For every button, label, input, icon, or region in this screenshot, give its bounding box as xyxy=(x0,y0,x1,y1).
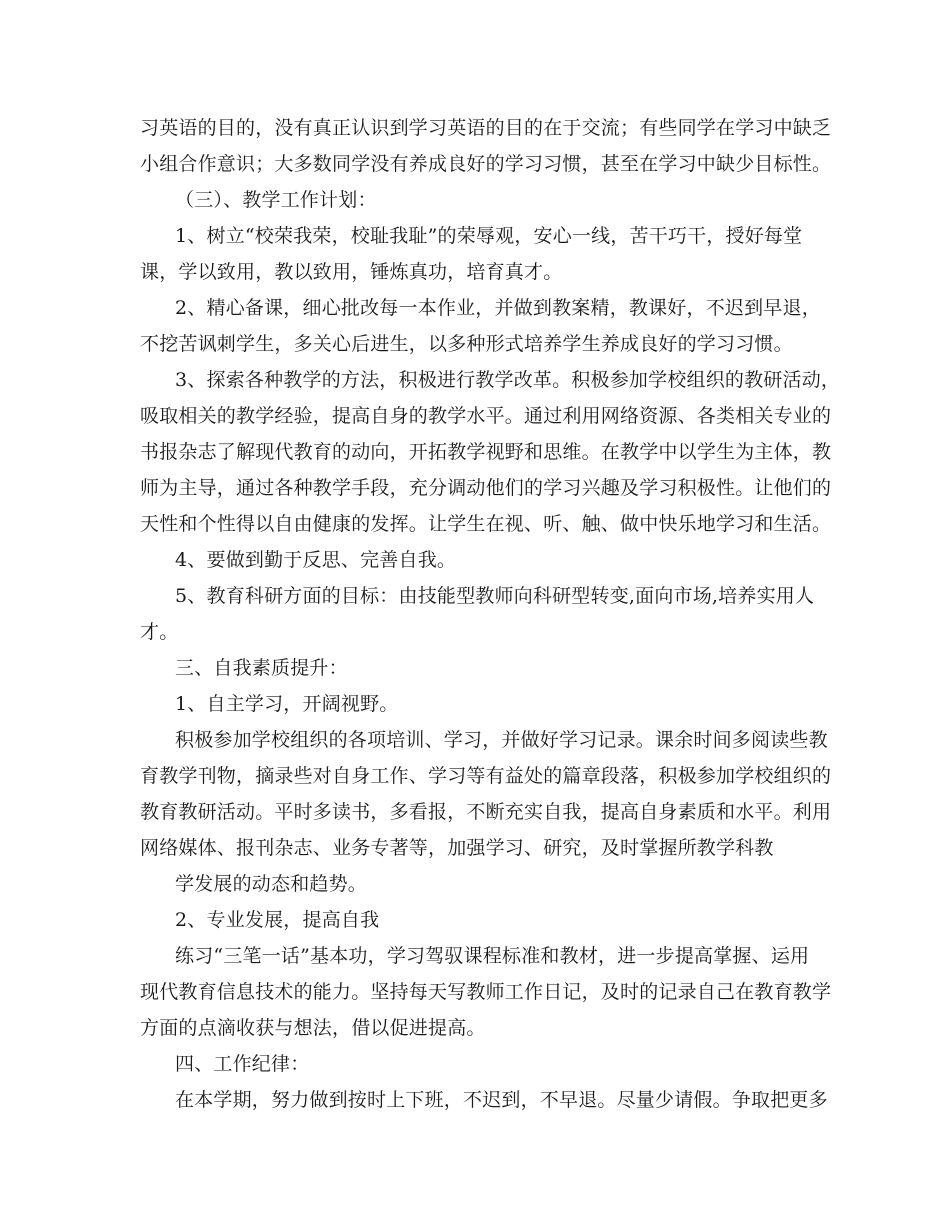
text-line: 现代教育信息技术的能力。坚持每天写教师工作日记，及时的记录自己在教育教学 xyxy=(140,981,832,1003)
subsection-heading: 2、专业发展，提高自我 xyxy=(175,909,380,931)
text-line: 网络媒体、报刊杂志、业务专著等，加强学习、研究，及时掌握所教学科教 xyxy=(140,837,774,859)
section-heading: 四、工作纪律： xyxy=(175,1053,310,1075)
subsection-heading: 1、自主学习，开阔视野。 xyxy=(175,693,399,715)
text-line: 5、教育科研方面的目标：由技能型教师向科研型转变,面向市场,培养实用人 xyxy=(175,585,815,607)
text-line: 教育教研活动。平时多读书，多看报，不断充实自我，提高自身素质和水平。利用 xyxy=(140,801,832,823)
text-line: 才。 xyxy=(140,621,179,643)
text-line: 天性和个性得以自由健康的发挥。让学生在视、听、触、做中快乐地学习和生活。 xyxy=(140,513,832,535)
text-line: 学发展的动态和趋势。 xyxy=(175,873,368,895)
text-line: 课，学以致用，教以致用，锤炼真功，培育真才。 xyxy=(140,261,563,283)
text-line: 小组合作意识；大多数同学没有养成良好的学习习惯，甚至在学习中缺少目标性。 xyxy=(140,153,832,175)
text-line: 书报杂志了解现代教育的动向，开拓教学视野和思维。在教学中以学生为主体，教 xyxy=(140,441,832,463)
section-heading: （三）、教学工作计划： xyxy=(175,189,377,211)
text-line: 在本学期，努力做到按时上下班，不迟到，不早退。尽量少请假。争取把更多 xyxy=(175,1089,828,1111)
text-line: 不挖苦讽刺学生，多关心后进生，以多种形式培养学生养成良好的学习习惯。 xyxy=(140,333,793,355)
text-line: 习英语的目的，没有真正认识到学习英语的目的在于交流；有些同学在学习中缺乏 xyxy=(140,117,832,139)
text-line: 师为主导，通过各种教学手段，充分调动他们的学习兴趣及学习积极性。让他们的 xyxy=(140,477,832,499)
text-line: 育教学刊物，摘录些对自身工作、学习等有益处的篇章段落，积极参加学校组织的 xyxy=(140,765,832,787)
text-line: 吸取相关的教学经验，提高自身的教学水平。通过利用网络资源、各类相关专业的 xyxy=(140,405,832,427)
text-line: 2、精心备课，细心批改每一本作业，并做到教案精，教课好，不迟到早退， xyxy=(175,297,821,319)
text-line: 1、树立“校荣我荣，校耻我耻”的荣辱观，安心一线，苦干巧干，授好每堂 xyxy=(175,225,803,247)
text-line: 积极参加学校组织的各项培训、学习，并做好学习记录。课余时间多阅读些教 xyxy=(175,729,828,751)
section-heading: 三、自我素质提升： xyxy=(175,657,348,679)
text-line: 4、要做到勤于反思、完善自我。 xyxy=(175,549,457,571)
text-line: 3、探索各种教学的方法，积极进行教学改革。积极参加学校组织的教研活动， xyxy=(175,369,841,391)
text-line: 练习“三笔一话”基本功，学习驾驭课程标准和教材，进一步提高掌握、运用 xyxy=(175,945,810,967)
text-line: 方面的点滴收获与想法，借以促进提高。 xyxy=(140,1017,486,1039)
